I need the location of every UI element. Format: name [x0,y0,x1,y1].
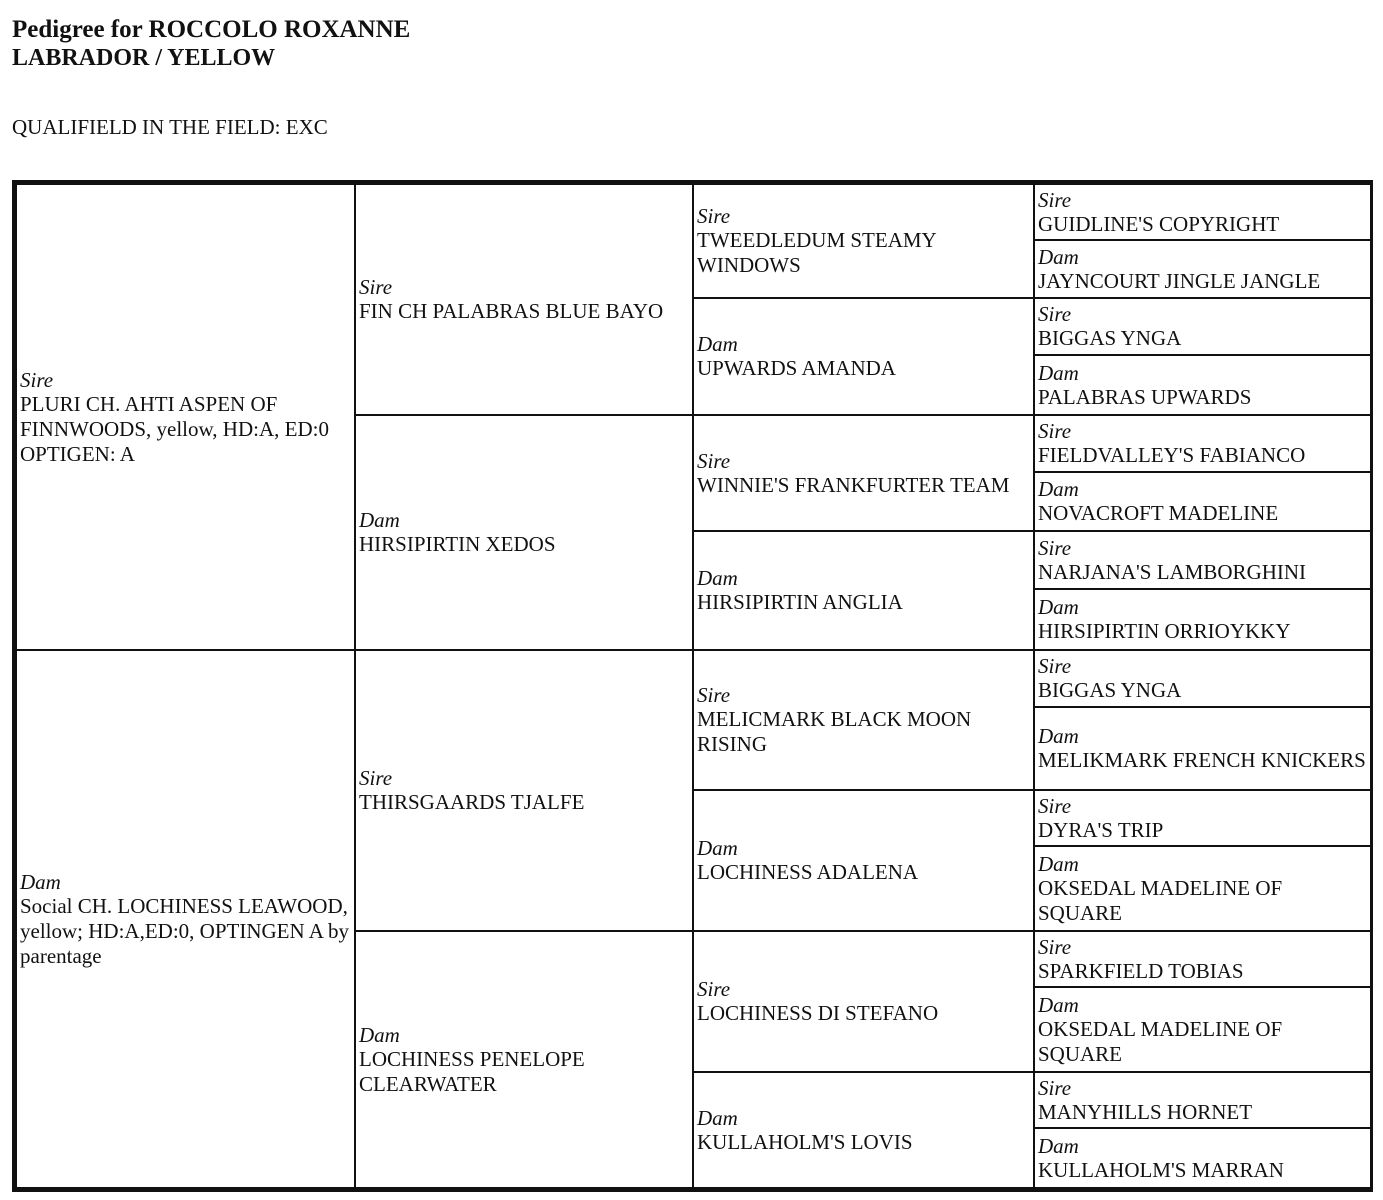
gen2-sire-1-name: FIN CH PALABRAS BLUE BAYO [359,299,664,323]
gen4-name-3: BIGGAS YNGA [1038,326,1182,350]
gen4-name-1: GUIDLINE'S COPYRIGHT [1038,211,1280,236]
gen1-dam-name: Social CH. LOCHINESS LEAWOOD, yellow; HD:A,ED:0, OPTINGEN A by parentage [20,893,349,968]
gen2-dam-2-cell [354,930,694,1189]
gen4-role-3: Sire [1038,302,1072,326]
gen4-cell-13 [1033,930,1372,988]
gen4-cell-7 [1033,530,1372,590]
gen2-sire-2-name: THIRSGAARDS TJALFE [359,790,585,814]
gen4-cell-10 [1033,706,1372,791]
gen4-role-7: Sire [1038,535,1072,560]
gen4-role-14: Dam [1038,992,1079,1017]
gen2-sire-2-cell [354,649,694,932]
pedigree-table [12,180,1373,1192]
gen4-role-13: Sire [1038,934,1072,959]
gen3-role-6: Dam [697,836,738,860]
gen4-cell-6 [1033,471,1372,532]
gen1-sire-cell [15,183,356,651]
qualification-text: QUALIFIELD IN THE FIELD: EXC [12,115,328,139]
gen3-role-8: Dam [697,1105,738,1130]
gen4-role-9: Sire [1038,654,1072,678]
gen4-cell-11 [1033,789,1372,847]
gen3-name-3: WINNIE'S FRANKFURTER TEAM [697,472,1010,497]
gen4-name-9: BIGGAS YNGA [1038,678,1182,702]
gen1-dam-cell [15,649,356,1189]
gen4-name-14: OKSEDAL MADELINE OF SQUARE [1038,1016,1283,1066]
gen4-role-5: Sire [1038,419,1072,443]
gen2-sire-2-role: Sire [359,766,393,790]
gen1-sire-name: PLURI CH. AHTI ASPEN OF FINNWOODS, yellow, HD:A, ED:0 OPTIGEN: A [20,391,329,466]
gen3-name-8: KULLAHOLM'S LOVIS [697,1129,913,1154]
gen1-sire-role: Sire [20,367,54,392]
gen3-role-7: Sire [697,977,731,1001]
gen3-name-7: LOCHINESS DI STEFANO [697,1001,939,1025]
gen4-cell-3 [1033,297,1372,356]
gen3-role-3: Sire [697,448,731,473]
gen4-cell-1 [1033,183,1372,241]
gen3-cell-7 [692,930,1035,1073]
gen4-name-12: OKSEDAL MADELINE OF SQUARE [1038,875,1283,925]
gen4-role-16: Dam [1038,1133,1079,1158]
gen4-role-6: Dam [1038,477,1079,501]
gen2-dam-2-role: Dam [359,1022,400,1047]
gen4-role-10: Dam [1038,724,1079,748]
gen3-role-1: Sire [697,204,731,228]
gen2-dam-1-cell [354,414,694,651]
gen4-name-10: MELIKMARK FRENCH KNICKERS [1038,748,1366,772]
gen2-dam-1-role: Dam [359,508,400,532]
gen3-name-4: HIRSIPIRTIN ANGLIA [697,590,903,614]
gen3-name-2: UPWARDS AMANDA [697,356,896,380]
gen4-cell-9 [1033,649,1372,708]
gen4-name-16: KULLAHOLM'S MARRAN [1038,1157,1284,1182]
gen3-cell-8 [692,1071,1035,1189]
gen4-role-15: Sire [1038,1075,1072,1100]
gen4-name-6: NOVACROFT MADELINE [1038,501,1279,525]
gen4-role-12: Dam [1038,851,1079,876]
gen2-sire-1-cell [354,183,694,416]
gen3-role-5: Sire [697,683,731,707]
gen4-role-1: Sire [1038,187,1072,212]
gen4-name-4: PALABRAS UPWARDS [1038,384,1252,409]
gen3-cell-2 [692,297,1035,416]
gen3-cell-3 [692,414,1035,532]
gen4-name-11: DYRA'S TRIP [1038,817,1164,842]
page-title: Pedigree for ROCCOLO ROXANNE [12,16,411,43]
gen4-name-8: HIRSIPIRTIN ORRIOYKKY [1038,619,1291,643]
gen3-cell-6 [692,789,1035,932]
gen4-role-2: Dam [1038,244,1079,269]
gen4-cell-5 [1033,414,1372,473]
gen2-dam-1-name: HIRSIPIRTIN XEDOS [359,532,556,556]
gen3-cell-5 [692,649,1035,791]
gen4-name-7: NARJANA'S LAMBORGHINI [1038,559,1307,584]
gen2-sire-1-role: Sire [359,275,393,299]
gen3-cell-1 [692,183,1035,299]
gen4-cell-8 [1033,588,1372,651]
gen1-dam-role: Dam [20,869,61,894]
gen3-name-1: TWEEDLEDUM STEAMY WINDOWS [697,228,936,277]
gen4-name-5: FIELDVALLEY'S FABIANCO [1038,443,1306,467]
gen3-name-5: MELICMARK BLACK MOON RISING [697,707,972,756]
gen4-cell-14 [1033,986,1372,1073]
gen4-role-11: Sire [1038,793,1072,818]
gen4-cell-16 [1033,1127,1372,1189]
gen4-cell-2 [1033,239,1372,299]
gen4-cell-12 [1033,845,1372,932]
gen4-role-4: Dam [1038,360,1079,385]
gen3-role-4: Dam [697,566,738,590]
gen3-cell-4 [692,530,1035,651]
gen4-cell-4 [1033,354,1372,416]
gen3-name-6: LOCHINESS ADALENA [697,860,919,884]
gen4-name-2: JAYNCOURT JINGLE JANGLE [1038,268,1321,293]
gen3-role-2: Dam [697,332,738,356]
gen4-name-15: MANYHILLS HORNET [1038,1099,1253,1124]
breed-subtitle: LABRADOR / YELLOW [12,45,276,71]
gen4-role-8: Dam [1038,595,1079,619]
gen4-cell-15 [1033,1071,1372,1129]
gen4-name-13: SPARKFIELD TOBIAS [1038,958,1244,983]
gen2-dam-2-name: LOCHINESS PENELOPE CLEARWATER [359,1046,585,1096]
